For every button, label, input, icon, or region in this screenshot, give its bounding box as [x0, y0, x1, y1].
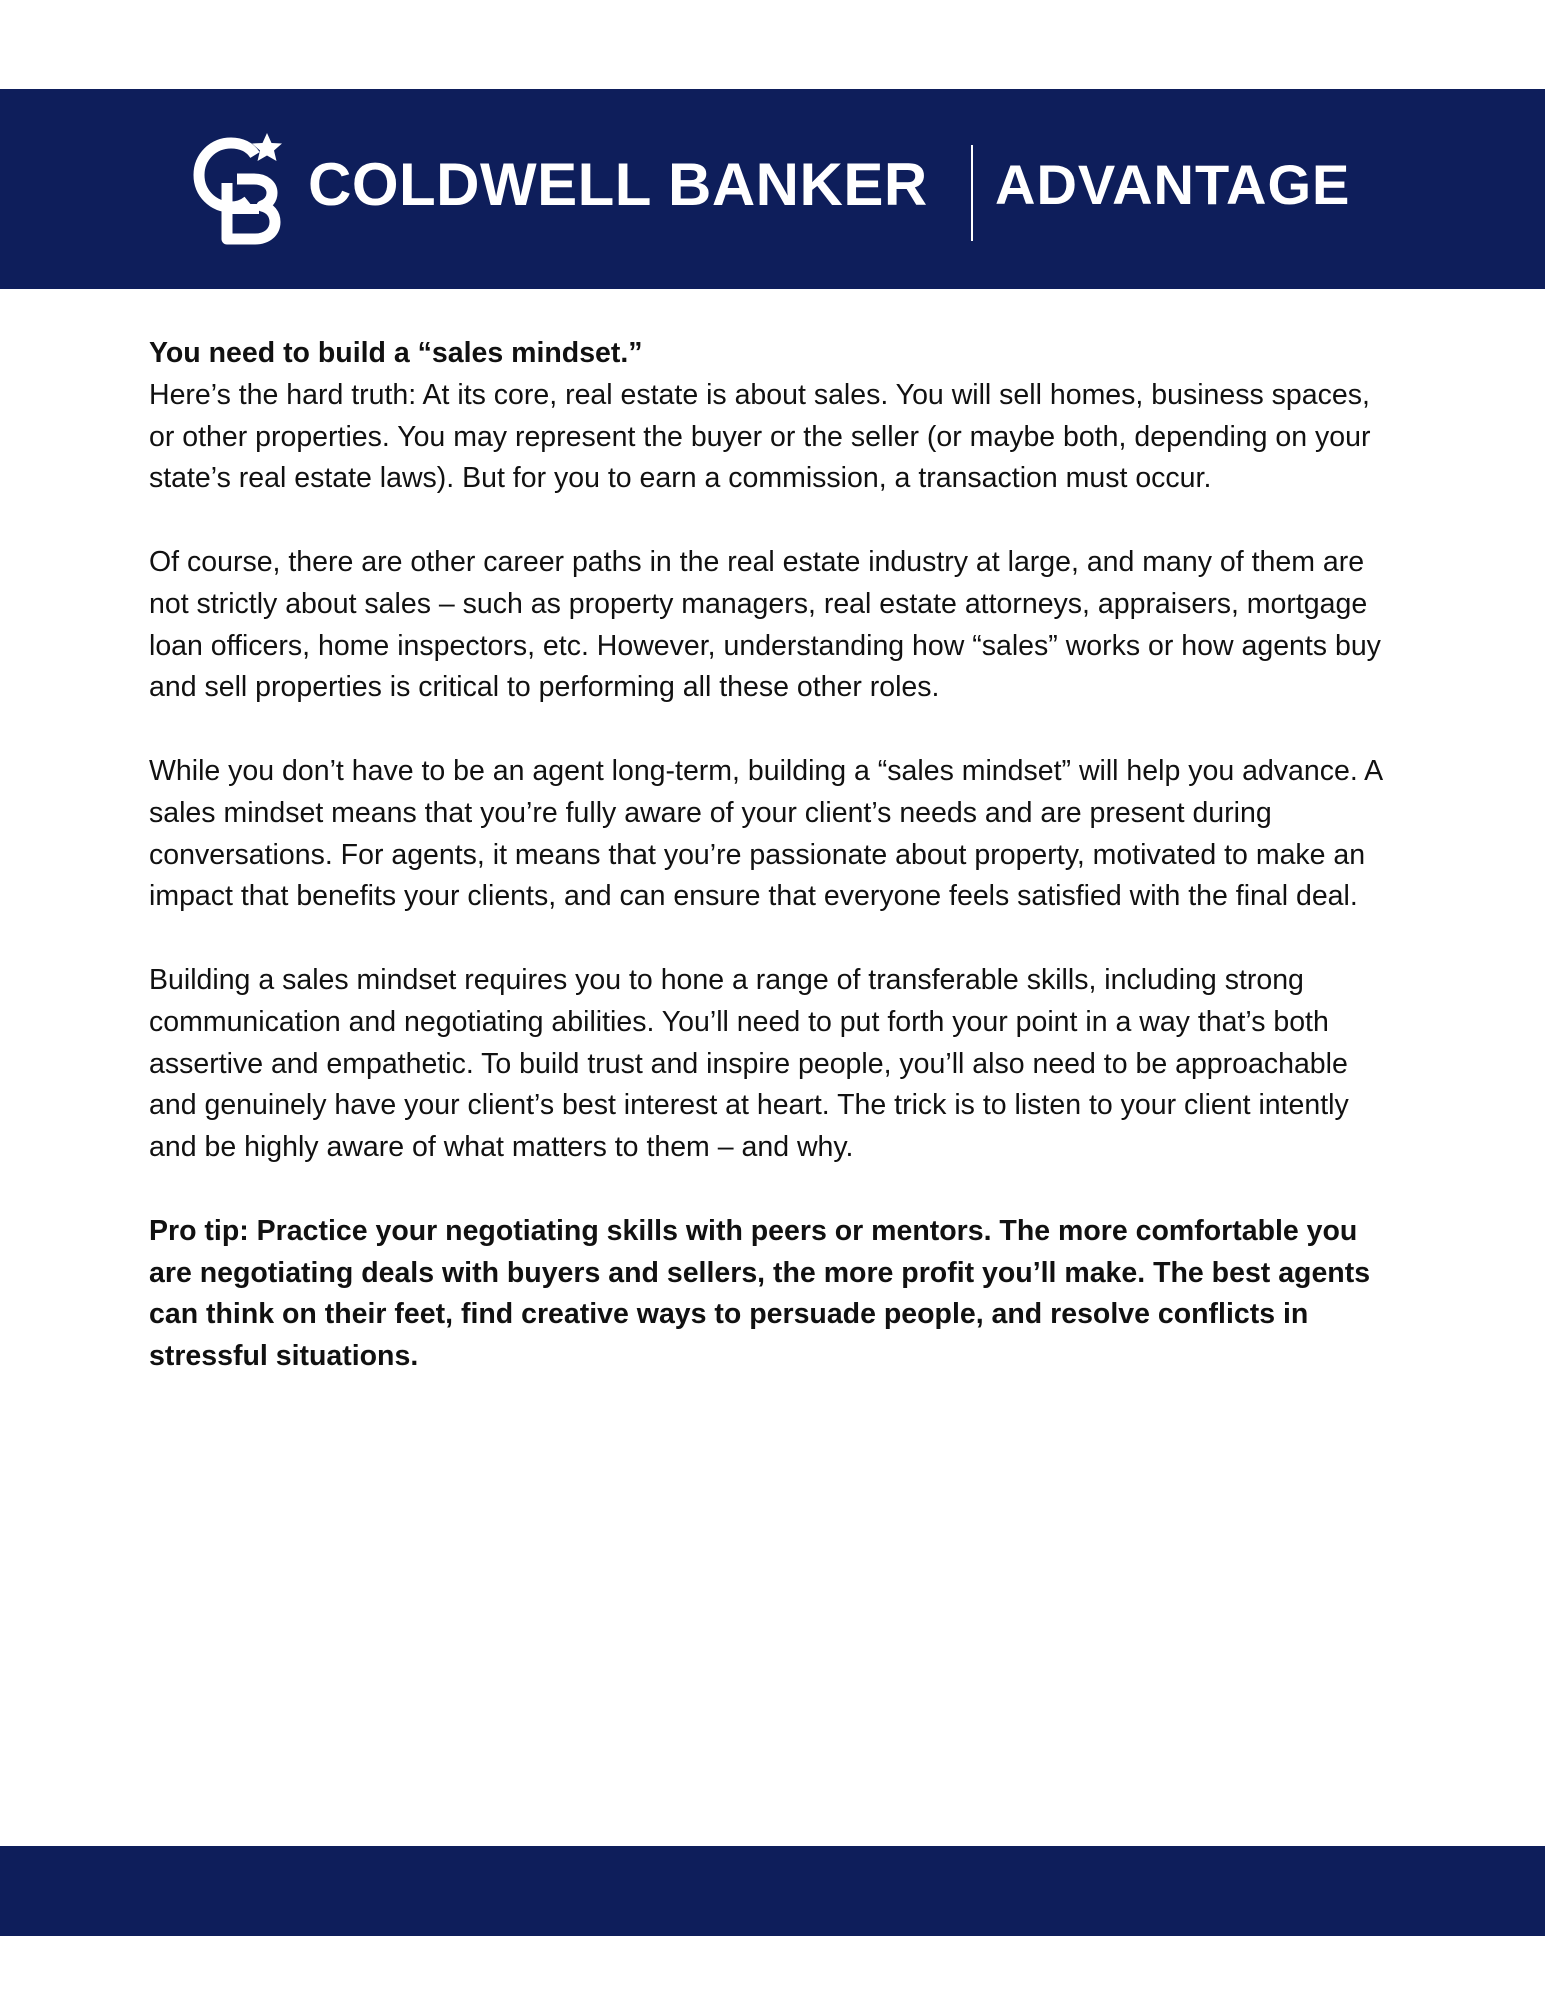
paragraph-sales-truth: Here’s the hard truth: At its core, real estate is about sales. You will sell homes, business spaces, or other properties. You may represent the buyer or the seller (or maybe both, depending on your state’s real estate laws). But for you to earn a commission, a transaction must occur. — [149, 378, 1371, 495]
brand-divider — [971, 145, 973, 241]
paragraph-sales-mindset: While you don’t have to be an agent long-term, building a “sales mindset” will help you advance. A sales mindset means that you’re fully aware of your client’s needs and are present during conversations. For agents, it means that you’re passionate about property, motivated to make an impact that benefits your clients, and can ensure that everyone feels satisfied with the final deal. — [149, 754, 1382, 913]
article-body — [149, 333, 1399, 1420]
pro-tip: Pro tip: Practice your negotiating skills with peers or mentors. The more comfortable you are negotiating deals with buyers and sellers, the more profit you’ll make. The best agents can think on their feet, find creative ways to persuade people, and resolve conflicts in stressful situations. — [149, 1214, 1371, 1373]
paragraph-career-paths: Of course, there are other career paths in the real estate industry at large, and many of them are not strictly about sales – such as property managers, real estate attorneys, appraisers, mortgage loan officers, home inspectors, etc. However, understanding how “sales” works or how agents buy and sell properties is critical to performing all these other roles. — [149, 545, 1381, 704]
paragraph-transferable-skills: Building a sales mindset requires you to hone a range of transferable skills, including strong communication and negotiating abilities. You’ll need to put forth your point in a way that’s both assertive and empathetic. To build trust and inspire people, you’ll also need to be approachable and genuinely have your client’s best interest at heart. The trick is to listen to your client intently and be highly aware of what matters to them – and why. — [149, 963, 1349, 1164]
footer-banner — [0, 1846, 1545, 1936]
header-banner — [0, 89, 1545, 289]
brand-office-name: ADVANTAGE — [995, 153, 1351, 216]
brand-name: COLDWELL BANKER — [308, 151, 928, 218]
cb-star-monogram-icon — [193, 133, 291, 245]
section-heading: You need to build a “sales mindset.” — [149, 337, 643, 369]
